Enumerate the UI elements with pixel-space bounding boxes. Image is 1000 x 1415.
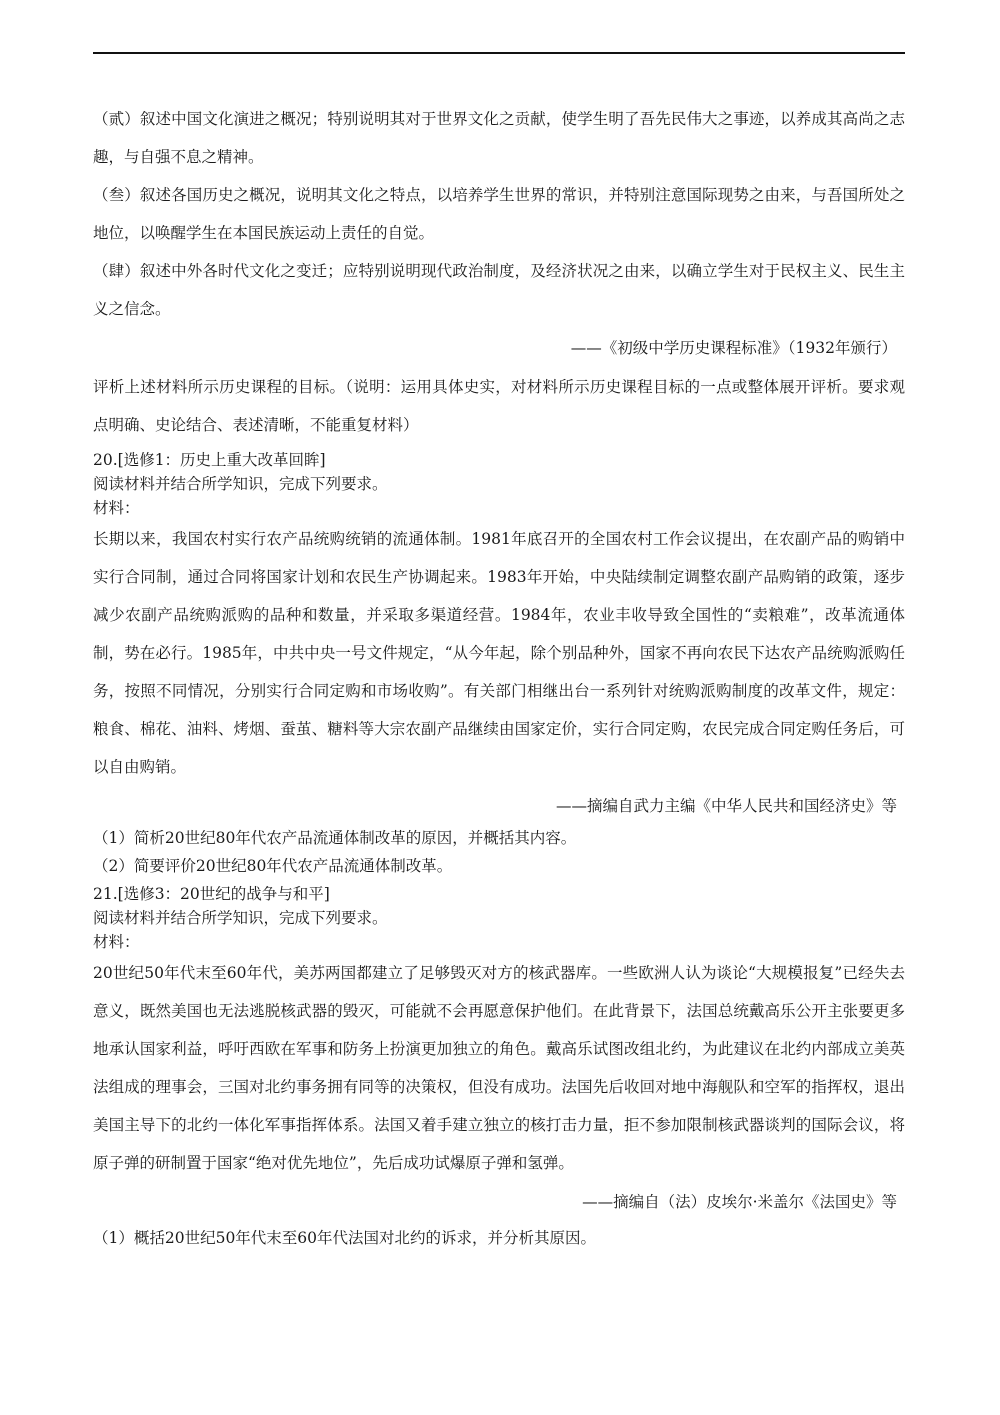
q21-source-citation: ——摘编自（法）皮埃尔·米盖尔《法国史》等 <box>582 1193 897 1211</box>
q19-item-2: （贰）叙述中国文化演进之概况；特别说明其对于世界文化之贡献，使学生明了吾先民伟大之事迹，以养成其高尚之志趣，与自强不息之精神。 <box>93 110 905 166</box>
q21-question-1: （1）概括20世纪50年代末至60年代法国对北约的诉求，并分析其原因。 <box>93 1229 597 1247</box>
page-content <box>93 100 905 1250</box>
q20-heading: 20.[选修1：历史上重大改革回眸] <box>93 451 326 469</box>
q20-source-citation: ——摘编自武力主编《中华人民共和国经济史》等 <box>555 797 897 815</box>
q20-question-1: （1）简析20世纪80年代农产品流通体制改革的原因，并概括其内容。 <box>93 829 577 847</box>
q20-material-label: 材料： <box>93 499 140 517</box>
q19-item-3: （叁）叙述各国历史之概况，说明其文化之特点，以培养学生世界的常识，并特别注意国际现势之由来，与吾国所处之地位，以唤醒学生在本国民族运动上责任的自觉。 <box>93 186 905 242</box>
q21-heading: 21.[选修3：20世纪的战争与和平] <box>93 885 330 903</box>
q21-material-label: 材料： <box>93 933 140 951</box>
q20-question-2: （2）简要评价20世纪80年代农产品流通体制改革。 <box>93 857 453 875</box>
q19-item-4: （肆）叙述中外各时代文化之变迁；应特别说明现代政治制度，及经济状况之由来，以确立学生对于民权主义、民生主义之信念。 <box>93 262 905 318</box>
q20-material: 长期以来，我国农村实行农产品统购统销的流通体制。1981年底召开的全国农村工作会议提出，在农副产品的购销中实行合同制，通过合同将国家计划和农民生产协调起来。1983年开始，中央陆续制定调整农副产品购销的政策，逐步减少农副产品统购派购的品种和数量，并采取多渠道经营。1984年，农业丰收导致全国性的“卖粮难”，改革流通体制，势在必行。1985年，中共中央一号文件规定，“从今年起，除个别品种外，国家不再向农民下达农产品统购派购任务，按照不同情况，分别实行合同定购和市场收购”。有关部门相继出台一系列针对统购派购制度的改革文件，规定：粮食、棉花、油料、烤烟、蚕茧、糖料等大宗农副产品继续由国家定价，实行合同定购，农民完成合同定购任务后，可以自由购销。 <box>93 530 905 776</box>
q19-prompt: 评析上述材料所示历史课程的目标。（说明：运用具体史实，对材料所示历史课程目标的一点或整体展开评析。要求观点明确、史论结合、表述清晰，不能重复材料） <box>93 378 905 434</box>
q21-instruction: 阅读材料并结合所学知识，完成下列要求。 <box>93 909 388 927</box>
q19-source-citation: ——《初级中学历史课程标准》（1932年颁行） <box>570 339 897 357</box>
header-rule <box>93 52 905 54</box>
q20-instruction: 阅读材料并结合所学知识，完成下列要求。 <box>93 475 388 493</box>
q21-material: 20世纪50年代末至60年代，美苏两国都建立了足够毁灭对方的核武器库。一些欧洲人认为谈论“大规模报复”已经失去意义，既然美国也无法逃脱核武器的毁灭，可能就不会再愿意保护他们。在此背景下，法国总统戴高乐公开主张要更多地承认国家利益，呼吁西欧在军事和防务上扮演更加独立的角色。戴高乐试图改组北约，为此建议在北约内部成立美英法组成的理事会，三国对北约事务拥有同等的决策权，但没有成功。法国先后收回对地中海舰队和空军的指挥权，退出美国主导下的北约一体化军事指挥体系。法国又着手建立独立的核打击力量，拒不参加限制核武器谈判的国际会议，将原子弹的研制置于国家“绝对优先地位”，先后成功试爆原子弹和氢弹。 <box>93 964 905 1172</box>
